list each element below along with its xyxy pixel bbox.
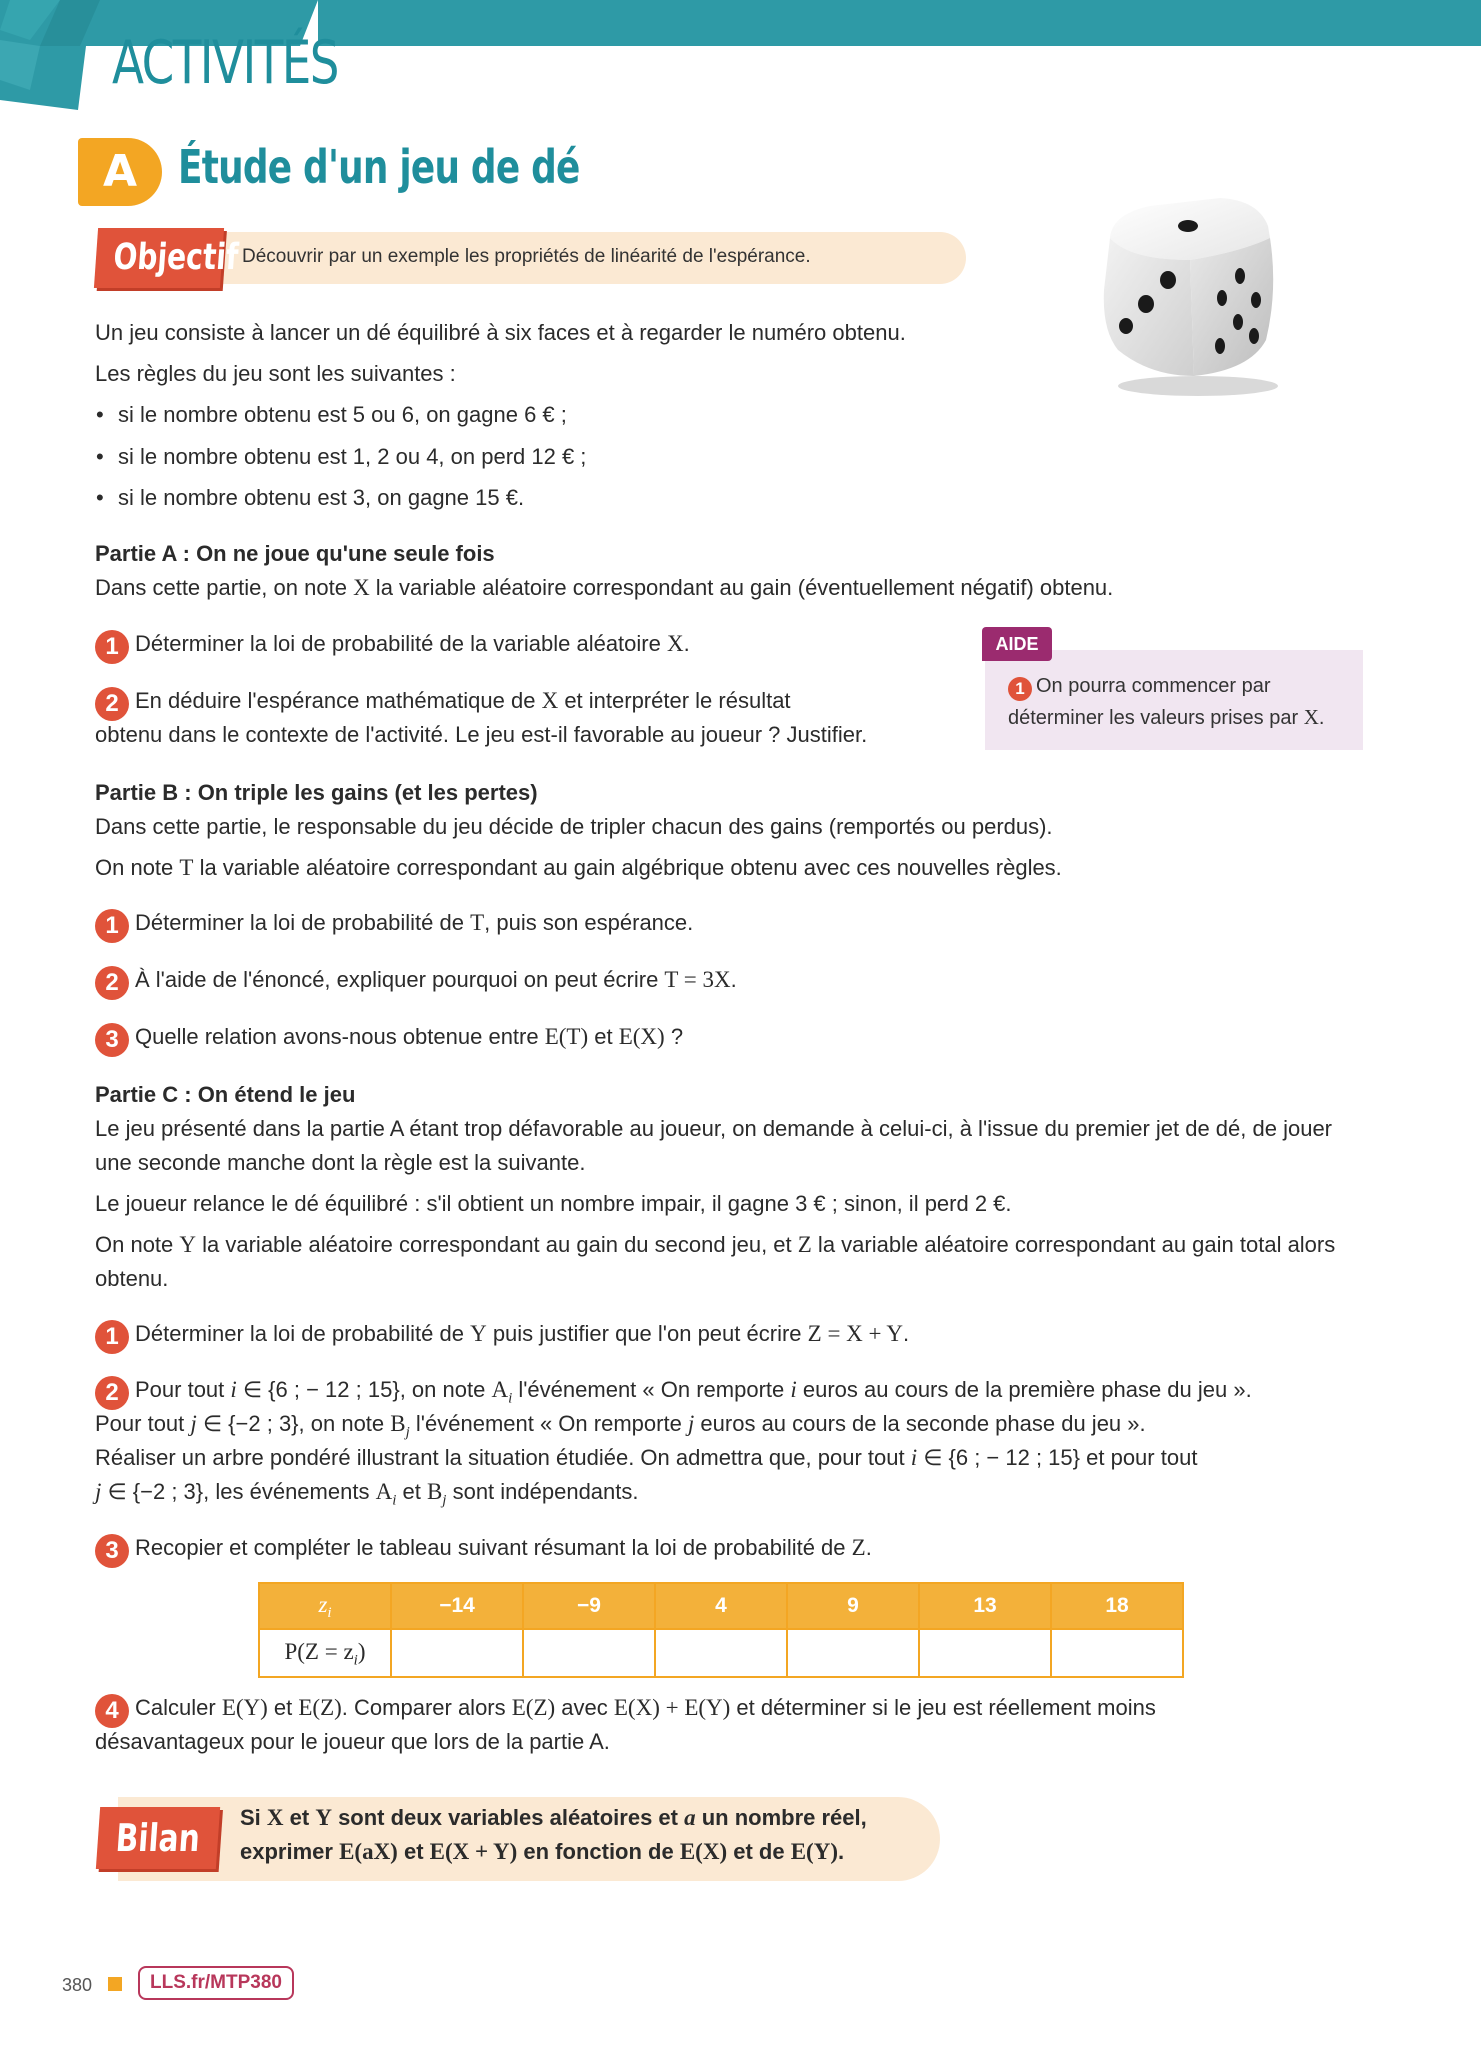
part-c-intro-3: On note Y la variable aléatoire correspondant au gain du second jeu, et Z la variable aléatoire correspondant au gain total alors obtenu. (95, 1232, 1336, 1291)
intro-line-2: Les règles du jeu sont les suivantes : (95, 361, 456, 386)
question-number: 3 (95, 1023, 129, 1057)
probability-table (258, 1582, 1184, 1678)
part-b-question-2: 2 À l'aide de l'énoncé, expliquer pourquoi on peut écrire T = 3X. (95, 963, 737, 1000)
footer-link[interactable]: LLS.fr/MTP380 (138, 1966, 294, 2000)
page-number: 380 (62, 1975, 93, 1995)
question-number: 1 (95, 1320, 129, 1354)
table-header-cell: 13 (919, 1583, 1051, 1629)
objectif-label: Objectif (94, 228, 224, 288)
bilan-label: Bilan (96, 1807, 220, 1869)
part-a-question-1: 1 Déterminer la loi de probabilité de la variable aléatoire X. (95, 627, 690, 664)
question-number: 2 (95, 1376, 129, 1410)
question-number: 2 (95, 687, 129, 721)
table-cell (787, 1629, 919, 1677)
part-a-title: Partie A : On ne joue qu'une seule fois (95, 541, 495, 566)
footer-square (108, 1977, 122, 1991)
table-header-row (259, 1583, 1183, 1629)
question-number: 1 (95, 630, 129, 664)
table-header-cell: −14 (391, 1583, 523, 1629)
table-header-cell: 9 (787, 1583, 919, 1629)
question-number: 4 (95, 1694, 129, 1728)
part-b-title: Partie B : On triple les gains (et les pertes) (95, 780, 538, 805)
header-band (318, 0, 1481, 46)
part-c-intro-1: Le jeu présenté dans la partie A étant trop défavorable au joueur, on demande à celui-ci, à l'issue du premier jet de dé, de jouer une seconde manche dont la règle est la suivante. (95, 1116, 1333, 1175)
table-header-cell: 4 (655, 1583, 787, 1629)
table-cell (919, 1629, 1051, 1677)
part-c-question-4: 4 Calculer E(Y) et E(Z). Comparer alors E(Z) avec E(X) + E(Y) et déterminer si le jeu est réellement moins (95, 1691, 1156, 1728)
table-header-label: $z_i$ (259, 1583, 391, 1629)
question-number: 2 (95, 966, 129, 1000)
question-number: 1 (95, 909, 129, 943)
table-cell (1051, 1629, 1183, 1677)
part-b-intro-2: On note T la variable aléatoire correspondant au gain algébrique obtenu avec ces nouvelles règles. (95, 855, 1062, 880)
page-title: ACTIVITÉS (112, 28, 338, 98)
part-c-question-2-line-3: Réaliser un arbre pondéré illustrant la situation étudiée. On admettra que, pour tout i ∈ {6 ; − 12 ; 15} et pour tout (95, 1445, 1198, 1470)
rule-item: • si le nombre obtenu est 1, 2 ou 4, on perd 12 € ; (118, 440, 586, 473)
table-header-cell: −9 (523, 1583, 655, 1629)
part-c-title: Partie C : On étend le jeu (95, 1082, 356, 1107)
part-c-question-3: 3 Recopier et compléter le tableau suivant résumant la loi de probabilité de Z. (95, 1531, 872, 1568)
question-number: 3 (95, 1534, 129, 1568)
aide-text: 1 On pourra commencer par déterminer les valeurs prises par X. (1008, 675, 1325, 729)
part-c-intro-2: Le joueur relance le dé équilibré : s'il obtient un nombre impair, il gagne 3 € ; sinon, il perd 2 €. (95, 1191, 1012, 1216)
intro-line-1: Un jeu consiste à lancer un dé équilibré à six faces et à regarder le numéro obtenu. (95, 320, 906, 345)
part-a-intro: Dans cette partie, on note X la variable aléatoire correspondant au gain (éventuellement négatif) obtenu. (95, 575, 1114, 600)
part-c-question-2-line-4: j ∈ {−2 ; 3}, les événements $A_i$ et $B_j$ sont indépendants. (95, 1479, 639, 1509)
bilan-text: Si X et Y sont deux variables aléatoires et a un nombre réel, exprimer E(aX) et E(X + Y) en fonction de E(X) et de E(Y). (240, 1805, 867, 1864)
aide-number: 1 (1008, 677, 1032, 701)
part-c-question-2: 2 Pour tout i ∈ {6 ; − 12 ; 15}, on note $A_i$ l'événement « On remporte i euros au cours de la première phase du jeu ». (95, 1373, 1252, 1410)
table-row (259, 1629, 1183, 1677)
aide-label: AIDE (982, 627, 1052, 661)
part-a-question-2: 2 En déduire l'espérance mathématique de X et interpréter le résultat (95, 684, 791, 721)
part-c-question-1: 1 Déterminer la loi de probabilité de Y puis justifier que l'on peut écrire Z = X + Y. (95, 1317, 909, 1354)
rule-item: • si le nombre obtenu est 5 ou 6, on gagne 6 € ; (118, 398, 567, 431)
table-row-label: $P(Z = z_i)$ (259, 1629, 391, 1677)
section-title: Étude d'un jeu de dé (178, 140, 580, 194)
section-badge: A (78, 138, 162, 206)
part-b-question-3: 3 Quelle relation avons-nous obtenue entre E(T) et E(X) ? (95, 1020, 683, 1057)
table-cell (655, 1629, 787, 1677)
table-cell (523, 1629, 655, 1677)
rule-item: • si le nombre obtenu est 3, on gagne 15 €. (118, 481, 524, 514)
table-cell (391, 1629, 523, 1677)
part-a-question-2-cont: obtenu dans le contexte de l'activité. Le jeu est-il favorable au joueur ? Justifier. (95, 722, 868, 747)
part-b-intro-1: Dans cette partie, le responsable du jeu décide de tripler chacun des gains (remportés ou perdus). (95, 814, 1053, 839)
dice-image (1090, 190, 1290, 400)
part-c-question-2-line-2: Pour tout j ∈ {−2 ; 3}, on note $B_j$ l'événement « On remporte j euros au cours de la seconde phase du jeu ». (95, 1411, 1146, 1441)
part-b-question-1: 1 Déterminer la loi de probabilité de T, puis son espérance. (95, 906, 693, 943)
objectif-text: Découvrir par un exemple les propriétés de linéarité de l'espérance. (242, 246, 811, 267)
table-header-cell: 18 (1051, 1583, 1183, 1629)
part-c-question-4-cont: désavantageux pour le joueur que lors de la partie A. (95, 1729, 610, 1754)
